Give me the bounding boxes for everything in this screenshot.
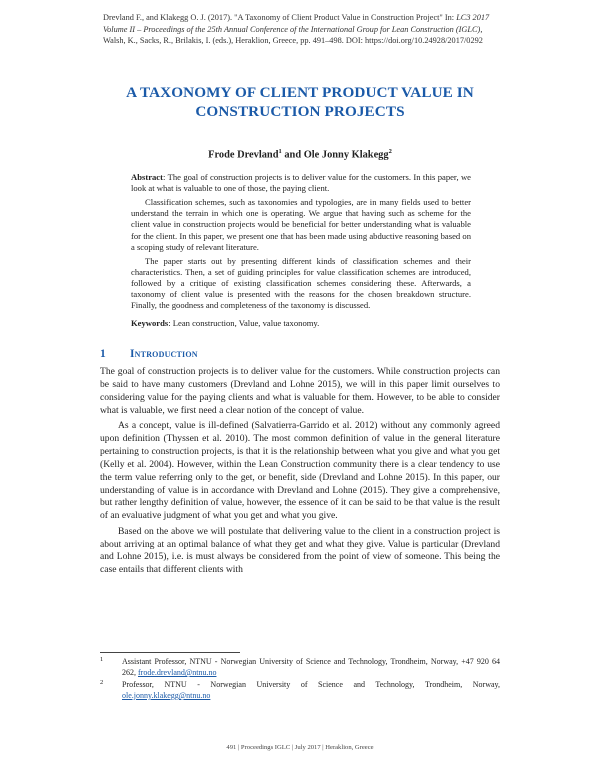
author-list bbox=[100, 148, 500, 160]
abstract-p3: The paper starts out by presenting different kinds of classification schemes and their characteristics. Then, a set of guiding principles for value classification schemes are introduced, followed by a critique of existing classification schemes considering these. Afterwards, a taxonomy of client value is presented with the reasons for the chosen breakdown structure. Finally, the goodness and completeness of the taxonomy is discussed. bbox=[131, 255, 471, 311]
footnote-1-text: Assistant Professor, NTNU - Norwegian University of Science and Technology, Trondheim, Norway, +47 920 64 262, bbox=[122, 657, 500, 677]
body-paragraph-1: The goal of construction projects is to deliver value for the customers. While construction projects can be said to have many customers (Drevland and Lohne 2015), we will in this paper limit ourselves to considering value for the paying clients and what is valuable for them. However, to be able to consider what is valuable, we first need a clear notion of the concept of value. bbox=[100, 366, 500, 416]
footnote-1-email-link[interactable]: frode.drevland@ntnu.no bbox=[138, 668, 217, 677]
abstract-label: Abstract bbox=[131, 172, 163, 182]
section-heading-introduction bbox=[100, 348, 198, 360]
section-title: Introduction bbox=[130, 348, 198, 360]
title-line1: A TAXONOMY OF CLIENT PRODUCT VALUE IN bbox=[126, 84, 474, 101]
body-text bbox=[100, 366, 500, 577]
footnote-2 bbox=[100, 679, 500, 701]
body-paragraph-2: As a concept, value is ill-defined (Salvatierra-Garrido et al. 2012) without any commonly agreed upon definition (Thyssen et al. 2010). The most common definition of value in the general literature pertaining to construction projects, is that it is the relationship between what you give and what you get (Kelly et al. 2004). However, within the Lean Construction community there is a clear tendency to use the term value referring only to the get, or benefit, side (Drevland and Lohne 2015). In this paper, our understanding of value is in accordance with Drevland and Lohne (2015). They give a comprehensive, but rather lengthy definition of value, however, the essence of it can be said to be that value is the result of an evaluative judgment of what you get and what you give. bbox=[100, 420, 500, 522]
title-line2: CONSTRUCTION PROJECTS bbox=[195, 102, 405, 120]
author-1: Frode Drevland bbox=[208, 149, 279, 161]
page-footer: 491 | Proceedings IGLC | July 2017 | Heraklion, Greece bbox=[226, 744, 374, 751]
body-paragraph-3: Based on the above we will postulate that delivering value to the client in a construction project is about arriving at an optimal balance of what they get and what they give. Value is particular (Drevland and Lohne 2015), i.e. is must always be considered from the point of view of someone. This being the case entails that different clients with bbox=[100, 525, 500, 576]
footnote-1 bbox=[100, 656, 500, 678]
citation-details: , Walsh, K., Sacks, R., Brilakis, I. (eds.), Heraklion, Greece, pp. 491–498. DOI: bbox=[103, 24, 483, 46]
author-conjunction: and bbox=[281, 149, 304, 161]
keywords-label: Keywords bbox=[131, 318, 169, 328]
keywords bbox=[131, 318, 471, 329]
author-2: Ole Jonny Klakegg bbox=[303, 149, 389, 161]
footnote-2-email-link[interactable]: ole.jonny.klakegg@ntnu.no bbox=[122, 691, 211, 700]
abstract-p1 bbox=[131, 172, 471, 194]
keywords-text: : Lean construction, Value, value taxonomy. bbox=[168, 318, 320, 328]
abstract bbox=[131, 172, 471, 312]
citation-doi-link[interactable]: https://doi.org/10.24928/2017/0292 bbox=[365, 36, 483, 46]
citation-proceedings: LC3 2017 Volume II – Proceedings of the 25th Annual Conference of the International Group for Lean Construction (IGLC) bbox=[103, 13, 490, 34]
abstract-p1-text: : The goal of construction projects is to deliver value for the customers. In this paper, we look at what is valuable to one of those, the paying client. bbox=[131, 172, 471, 194]
footnote-1-mark: 1 bbox=[100, 656, 104, 663]
citation-line1: Drevland F., and Klakegg O. J. (2017). "A Taxonomy of Client Product Value in Construction Project" In: bbox=[103, 13, 455, 22]
citation-header bbox=[103, 12, 503, 47]
abstract-p2: Classification schemes, such as taxonomies and typologies, are in many fields used to better understand the terrain in which one is operating. We argue that having such as scheme for the client value in construction projects would be beneficial for better understanding what is valuable for the client. In this paper, we present one that has been made using abductive reasoning based on a scoping study of relevant literature. bbox=[131, 197, 471, 252]
footnote-2-text: Professor, NTNU - Norwegian University of Science and Technology, Trondheim, Norway, bbox=[122, 680, 500, 689]
author-2-footnote-mark: 2 bbox=[388, 148, 392, 155]
footnote-2-mark: 2 bbox=[100, 679, 104, 686]
author-1-footnote-mark: 1 bbox=[278, 148, 282, 155]
footnotes bbox=[100, 656, 500, 702]
paper-title bbox=[100, 84, 500, 121]
footnote-divider bbox=[100, 652, 240, 653]
section-number: 1 bbox=[100, 348, 106, 360]
